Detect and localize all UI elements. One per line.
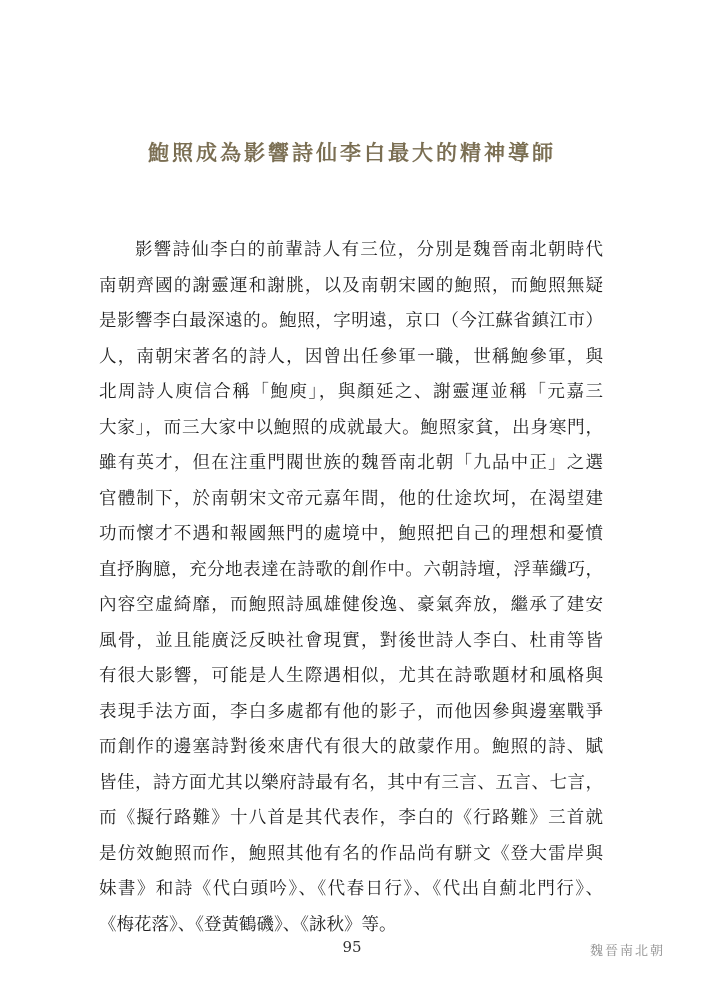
text-line: 而《擬行路難》十八首是其代表作，李白的《行路難》三首就 [99, 808, 603, 828]
text-line: 大家」，而三大家中以鮑照的成就最大。鮑照家貧，出身寒門， [99, 417, 603, 438]
text-line: 有很大影響，可能是人生際遇相似，尤其在詩歌題材和風格與 [99, 666, 603, 686]
text-line: 《梅花落》、《登黃鶴磯》、《詠秋》等。 [99, 914, 397, 935]
text-line: 皆佳，詩方面尤其以樂府詩最有名，其中有三言、五言、七言， [99, 772, 603, 793]
text-line: 南朝齊國的謝靈運和謝朓，以及南朝宋國的鮑照，而鮑照無疑 [99, 275, 603, 296]
text-line: 而創作的邊塞詩對後來唐代有很大的啟蒙作用。鮑照的詩、賦 [99, 737, 603, 757]
text-line: 官體制下，於南朝宋文帝元嘉年間，他的仕途坎坷，在渴望建 [99, 488, 603, 509]
text-line: 功而懷才不遇和報國無門的處境中，鮑照把自己的理想和憂憤 [99, 524, 603, 544]
text-line: 影響詩仙李白的前輩詩人有三位，分別是魏晉南北朝時代 [135, 240, 603, 260]
text-line: 是仿效鮑照而作，鮑照其他有名的作品尚有駢文《登大雷岸與 [99, 843, 603, 864]
text-line: 風骨，並且能廣泛反映社會現實，對後世詩人李白、杜甫等皆 [99, 630, 603, 651]
text-line: 內容空虛綺靡，而鮑照詩風雄健俊逸、豪氣奔放，繼承了建安 [99, 595, 603, 615]
running-footer: 魏晉南北朝 [590, 944, 666, 959]
text-line: 妹書》和詩《代白頭吟》、《代春日行》、《代出自薊北門行》、 [99, 879, 603, 899]
text-line: 直抒胸臆，充分地表達在詩歌的創作中。六朝詩壇，浮華纖巧， [99, 559, 603, 580]
page-number: 95 [342, 938, 362, 956]
text-line: 北周詩人庾信合稱「鮑庾」，與顏延之、謝靈運並稱「元嘉三 [99, 382, 603, 402]
body-paragraph [99, 233, 603, 943]
text-line: 表現手法方面，李白多處都有他的影子，而他因參與邊塞戰爭 [99, 701, 603, 722]
text-line: 人，南朝宋著名的詩人，因曾出任參軍一職，世稱鮑參軍，與 [99, 346, 603, 367]
text-line: 是影響李白最深遠的。鮑照，字明遠，京口（今江蘇省鎮江市） [99, 311, 603, 331]
page-title: 鮑照成為影響詩仙李白最大的精神導師 [148, 141, 556, 165]
text-line: 雖有英才，但在注重門閥世族的魏晉南北朝「九品中正」之選 [99, 453, 603, 473]
